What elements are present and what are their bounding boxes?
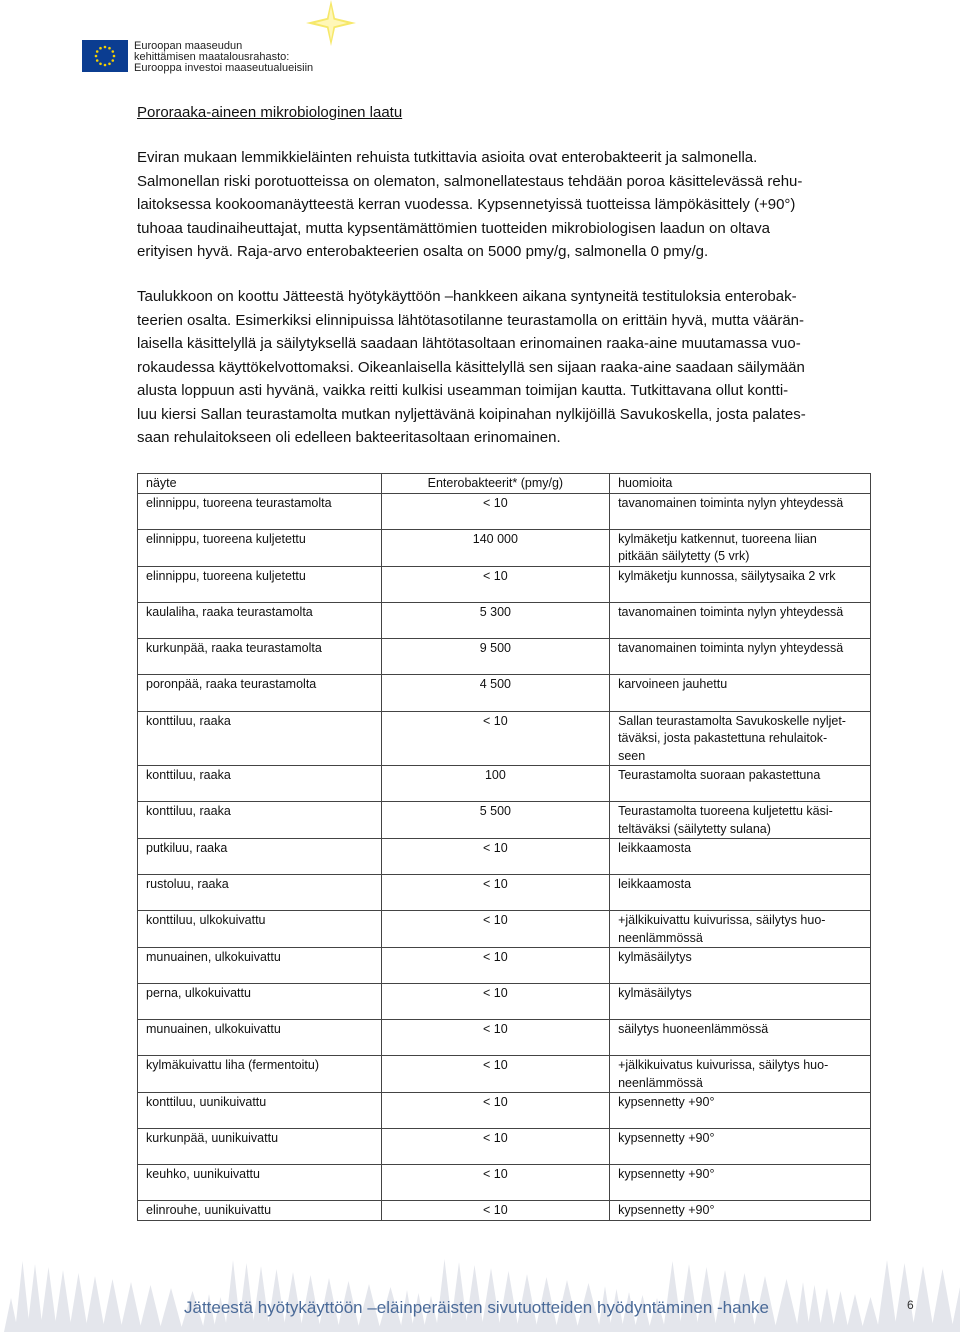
- tree-shape: [225, 1260, 241, 1332]
- notes-line: karvoineen jauhettu: [618, 676, 728, 691]
- table-row: [138, 493, 871, 529]
- tree-shape: [832, 1291, 849, 1332]
- page-number: 6: [907, 1298, 914, 1312]
- sample-cell: konttiluu, raaka: [138, 802, 382, 839]
- eu-star-icon: [96, 50, 99, 53]
- text-line: teerien osalta. Esimerkiksi elinnipuissa lähtötasotilanne teurastamolla on erittäin hyvä, mutta väärän-: [137, 311, 805, 329]
- table-row: [138, 984, 871, 1020]
- enterobacteria-value-cell: < 10: [381, 493, 609, 529]
- table-row: [138, 1201, 871, 1221]
- text-line: erityisen hyvä. Raja-arvo enterobakteerien osalta on 5000 pmy/g, salmonella 0 pmy/g.: [137, 243, 709, 260]
- eu-star-icon: [113, 55, 116, 58]
- notes-cell: [610, 566, 871, 602]
- sample-cell: konttiluu, raaka: [138, 711, 382, 766]
- sample-cell: kaulaliha, raaka teurastamolta: [138, 602, 382, 638]
- tree-shape: [54, 1270, 72, 1332]
- table-row: [138, 766, 871, 802]
- enterobacteria-value-cell: 140 000: [381, 529, 609, 566]
- table-row: [138, 1129, 871, 1165]
- sample-cell: elinnippu, tuoreena kuljetettu: [138, 529, 382, 566]
- eu-line: Euroopan maaseudun: [134, 40, 243, 52]
- notes-line: pitkään säilytetty (5 vrk): [618, 549, 750, 563]
- notes-line: seen: [618, 748, 646, 763]
- enterobacteria-value-cell: < 10: [381, 839, 609, 875]
- table-row: [138, 529, 871, 566]
- tree-shape: [436, 1259, 453, 1332]
- tree-shape: [819, 1288, 835, 1332]
- text-line: laisella käsittelyllä ja säilytyksellä saadaan lähtötasoltaan erinomainen raaka-aine muutamassa vuo-: [137, 335, 801, 352]
- eu-star-icon: [108, 47, 111, 50]
- tree-shape: [85, 1276, 105, 1332]
- sample-cell: poronpää, raaka teurastamolta: [138, 674, 382, 711]
- tree-shape: [450, 1262, 468, 1332]
- eu-star-icon: [104, 46, 107, 49]
- eu-star-icon: [95, 55, 98, 58]
- table-row: [138, 602, 871, 638]
- enterobacteria-value-cell: 4 500: [381, 674, 609, 711]
- notes-cell: [610, 1165, 871, 1201]
- table-row: [138, 1165, 871, 1201]
- notes-cell: [610, 711, 871, 766]
- section-title: Pororaaka-aineen mikrobiologinen laatu: [137, 104, 403, 121]
- sample-cell: elinnippu, tuoreena kuljetettu: [138, 566, 382, 602]
- notes-line: kylmäketju katkennut, tuoreena liian: [618, 531, 817, 546]
- eu-star-icon: [104, 64, 107, 67]
- notes-cell: [610, 674, 871, 711]
- tree-shape: [877, 1260, 897, 1332]
- paragraph-2: [137, 285, 870, 450]
- sample-cell: konttiluu, ulkokuivattu: [138, 911, 382, 948]
- sample-cell: elinrouhe, uunikuivattu: [138, 1201, 382, 1221]
- enterobacteria-value-cell: < 10: [381, 1020, 609, 1056]
- notes-line: kylmäsäilytys: [618, 950, 692, 964]
- table-row: [138, 802, 871, 839]
- notes-cell: [610, 1129, 871, 1165]
- eu-star-icon: [111, 59, 114, 62]
- eu-fund-text: [134, 41, 313, 74]
- tree-shape: [102, 1279, 123, 1332]
- table-row: [138, 839, 871, 875]
- notes-line: säilytys huoneenlämmössä: [618, 1022, 769, 1036]
- eu-star-icon: [99, 62, 102, 65]
- table-row: [138, 1093, 871, 1129]
- tree-shape: [807, 1285, 822, 1332]
- notes-cell: [610, 984, 871, 1020]
- enterobacteria-value-cell: 9 500: [381, 638, 609, 674]
- tree-shape: [663, 1261, 682, 1332]
- enterobacteria-value-cell: 5 500: [381, 802, 609, 839]
- sample-cell: kurkunpää, raaka teurastamolta: [138, 638, 382, 674]
- enterobacteria-value-cell: 5 300: [381, 602, 609, 638]
- enterobacteria-value-cell: < 10: [381, 711, 609, 766]
- notes-line: Sallan teurastamolta Savukoskelle nyljet-: [618, 713, 846, 728]
- table-row: [138, 1056, 871, 1093]
- enterobacteria-value-cell: 100: [381, 766, 609, 802]
- eu-flag-logo: [82, 40, 128, 72]
- table-row: [138, 638, 871, 674]
- tree-shape: [912, 1266, 934, 1332]
- sample-cell: munuainen, ulkokuivattu: [138, 948, 382, 984]
- sample-cell: elinnippu, tuoreena teurastamolta: [138, 493, 382, 529]
- notes-cell: [610, 602, 871, 638]
- text-line: alusta loppuun asti hyvänä, vaikka reitti kulkisi useamman toimijan kautta. Tutkittavana ollut kontti-: [137, 382, 789, 399]
- sample-cell: munuainen, ulkokuivattu: [138, 1020, 382, 1056]
- notes-line: Teurastamolta tuoreena kuljetettu käsi-: [618, 804, 833, 818]
- notes-line: kypsennetty +90°: [618, 1203, 715, 1217]
- text-line: Eviran mukaan lemmikkieläinten rehuista tutkittavia asioita ovat enterobakteerit ja salmonella.: [137, 149, 758, 166]
- table-row: [138, 711, 871, 766]
- enterobacteria-value-cell: < 10: [381, 1093, 609, 1129]
- table-row: [138, 875, 871, 911]
- eu-line: Eurooppa investoi maaseutualueisiin: [134, 62, 314, 74]
- notes-cell: [610, 1056, 871, 1093]
- eu-star-icon: [111, 50, 114, 53]
- notes-line: neenlämmössä: [618, 1075, 703, 1090]
- notes-line: leikkaamosta: [618, 841, 692, 855]
- tree-shape: [931, 1269, 954, 1332]
- footer-tree-pattern: [0, 1240, 960, 1332]
- text-line: rokaudessa käyttökelvottomaksi. Oikeanlaisella käsittelyllä sen sijaan raaka-aine saadaan säilymään: [137, 358, 805, 376]
- notes-line: täväksi, josta pakastettuna rehulaitok-: [618, 731, 828, 745]
- notes-line: Teurastamolta suoraan pakastettuna: [618, 768, 821, 782]
- eu-star-icon: [99, 47, 102, 50]
- enterobacteria-value-cell: < 10: [381, 911, 609, 948]
- eu-star-icon: [108, 62, 111, 65]
- table-row: [138, 566, 871, 602]
- sample-cell: kylmäkuivattu liha (fermentoitu): [138, 1056, 382, 1093]
- header-cell-sample: näyte: [138, 474, 382, 494]
- tree-shape: [120, 1282, 142, 1332]
- text-line: laitoksessa kookoomanäytteestä kerran vuodessa. Kypsennetyissä tuotteissa lämpökäsittely (+90°): [137, 196, 796, 213]
- notes-cell: [610, 802, 871, 839]
- tree-shape: [27, 1264, 43, 1332]
- enterobacteria-value-cell: < 10: [381, 984, 609, 1020]
- sample-cell: konttiluu, raaka: [138, 766, 382, 802]
- notes-cell: [610, 638, 871, 674]
- enterobacteria-value-cell: < 10: [381, 1201, 609, 1221]
- text-line: tuhoaa taudinaiheuttajat, mutta kypsentämättömien tuotteiden mikrobiologisen laadun on oltava: [137, 219, 770, 237]
- text-line: luu kiersi Sallan teurastamolta mutkan nyljettävänä koipinahan nylkijöillä Savukoskella, josta palates-: [137, 405, 806, 423]
- enterobacteria-value-cell: < 10: [381, 1056, 609, 1093]
- notes-line: kypsennetty +90°: [618, 1167, 715, 1181]
- tree-shape: [40, 1267, 57, 1332]
- text-line: Salmonellan riski porotuotteissa on olematon, salmonellatestaus tehdään poroa käsittelevässä rehu-: [137, 172, 803, 190]
- eu-line: kehittämisen maatalousrahasto:: [134, 51, 290, 63]
- enterobacteria-value-cell: < 10: [381, 1165, 609, 1201]
- paragraph-1: [137, 146, 870, 264]
- enterobacteria-value-cell: < 10: [381, 875, 609, 911]
- notes-cell: [610, 911, 871, 948]
- enterobacteria-value-cell: < 10: [381, 566, 609, 602]
- star-icon: [306, 0, 356, 46]
- enterobacteria-value-cell: < 10: [381, 948, 609, 984]
- notes-cell: [610, 1093, 871, 1129]
- notes-line: teltäväksi (säilytetty sulana): [618, 821, 771, 836]
- notes-line: +jälkikuivatus kuivurissa, säilytys huo-: [618, 1058, 829, 1072]
- sample-cell: kurkunpää, uunikuivattu: [138, 1129, 382, 1165]
- notes-line: kylmäsäilytys: [618, 986, 692, 1000]
- tree-shape: [139, 1285, 162, 1332]
- notes-cell: [610, 875, 871, 911]
- notes-line: kypsennetty +90°: [618, 1095, 715, 1109]
- notes-line: tavanomainen toiminta nylyn yhteydessä: [618, 604, 844, 619]
- table-row: [138, 674, 871, 711]
- tree-shape: [159, 1288, 183, 1332]
- header-cell-notes: huomioita: [610, 474, 871, 494]
- notes-line: leikkaamosta: [618, 877, 692, 891]
- notes-cell: [610, 766, 871, 802]
- sample-cell: perna, ulkokuivattu: [138, 984, 382, 1020]
- sample-cell: putkiluu, raaka: [138, 839, 382, 875]
- results-table: [137, 473, 871, 1221]
- tree-shape: [69, 1273, 88, 1332]
- notes-line: +jälkikuivattu kuivurissa, säilytys huo-: [618, 913, 826, 927]
- notes-line: kylmäketju kunnossa, säilytysaika 2 vrk: [618, 568, 836, 583]
- table-header-row: [138, 474, 871, 494]
- tree-shape: [796, 1282, 810, 1332]
- sample-cell: keuhko, uunikuivattu: [138, 1165, 382, 1201]
- notes-cell: [610, 1201, 871, 1221]
- notes-line: kypsennetty +90°: [618, 1131, 715, 1145]
- notes-line: tavanomainen toiminta nylyn yhteydessä: [618, 640, 844, 655]
- text-line: Taulukkoon on koottu Jätteestä hyötykäyttöön –hankkeen aikana syntyneitä testituloksia enterobak-: [137, 288, 797, 305]
- header-cell-enterobacteria: Enterobakteerit* (pmy/g): [381, 474, 609, 494]
- notes-line: tavanomainen toiminta nylyn yhteydessä: [618, 495, 844, 510]
- notes-line: neenlämmössä: [618, 930, 703, 945]
- tree-shape: [15, 1261, 30, 1332]
- sample-cell: konttiluu, uunikuivattu: [138, 1093, 382, 1129]
- notes-cell: [610, 1020, 871, 1056]
- text-line: saan rehulaitokseen oli edelleen bakteeritasoltaan erinomainen.: [137, 429, 561, 446]
- table-row: [138, 948, 871, 984]
- tree-shape: [846, 1294, 864, 1332]
- eu-star-icon: [96, 59, 99, 62]
- table-row: [138, 911, 871, 948]
- tree-shape: [861, 1297, 880, 1332]
- table-row: [138, 1020, 871, 1056]
- enterobacteria-value-cell: < 10: [381, 1129, 609, 1165]
- notes-cell: [610, 839, 871, 875]
- notes-cell: [610, 948, 871, 984]
- sample-cell: rustoluu, raaka: [138, 875, 382, 911]
- footer-project-name: Jätteestä hyötykäyttöön –eläinperäisten sivutuotteiden hyödyntäminen -hanke: [184, 1298, 769, 1317]
- notes-cell: [610, 529, 871, 566]
- notes-cell: [610, 493, 871, 529]
- tree-shape: [774, 1279, 799, 1332]
